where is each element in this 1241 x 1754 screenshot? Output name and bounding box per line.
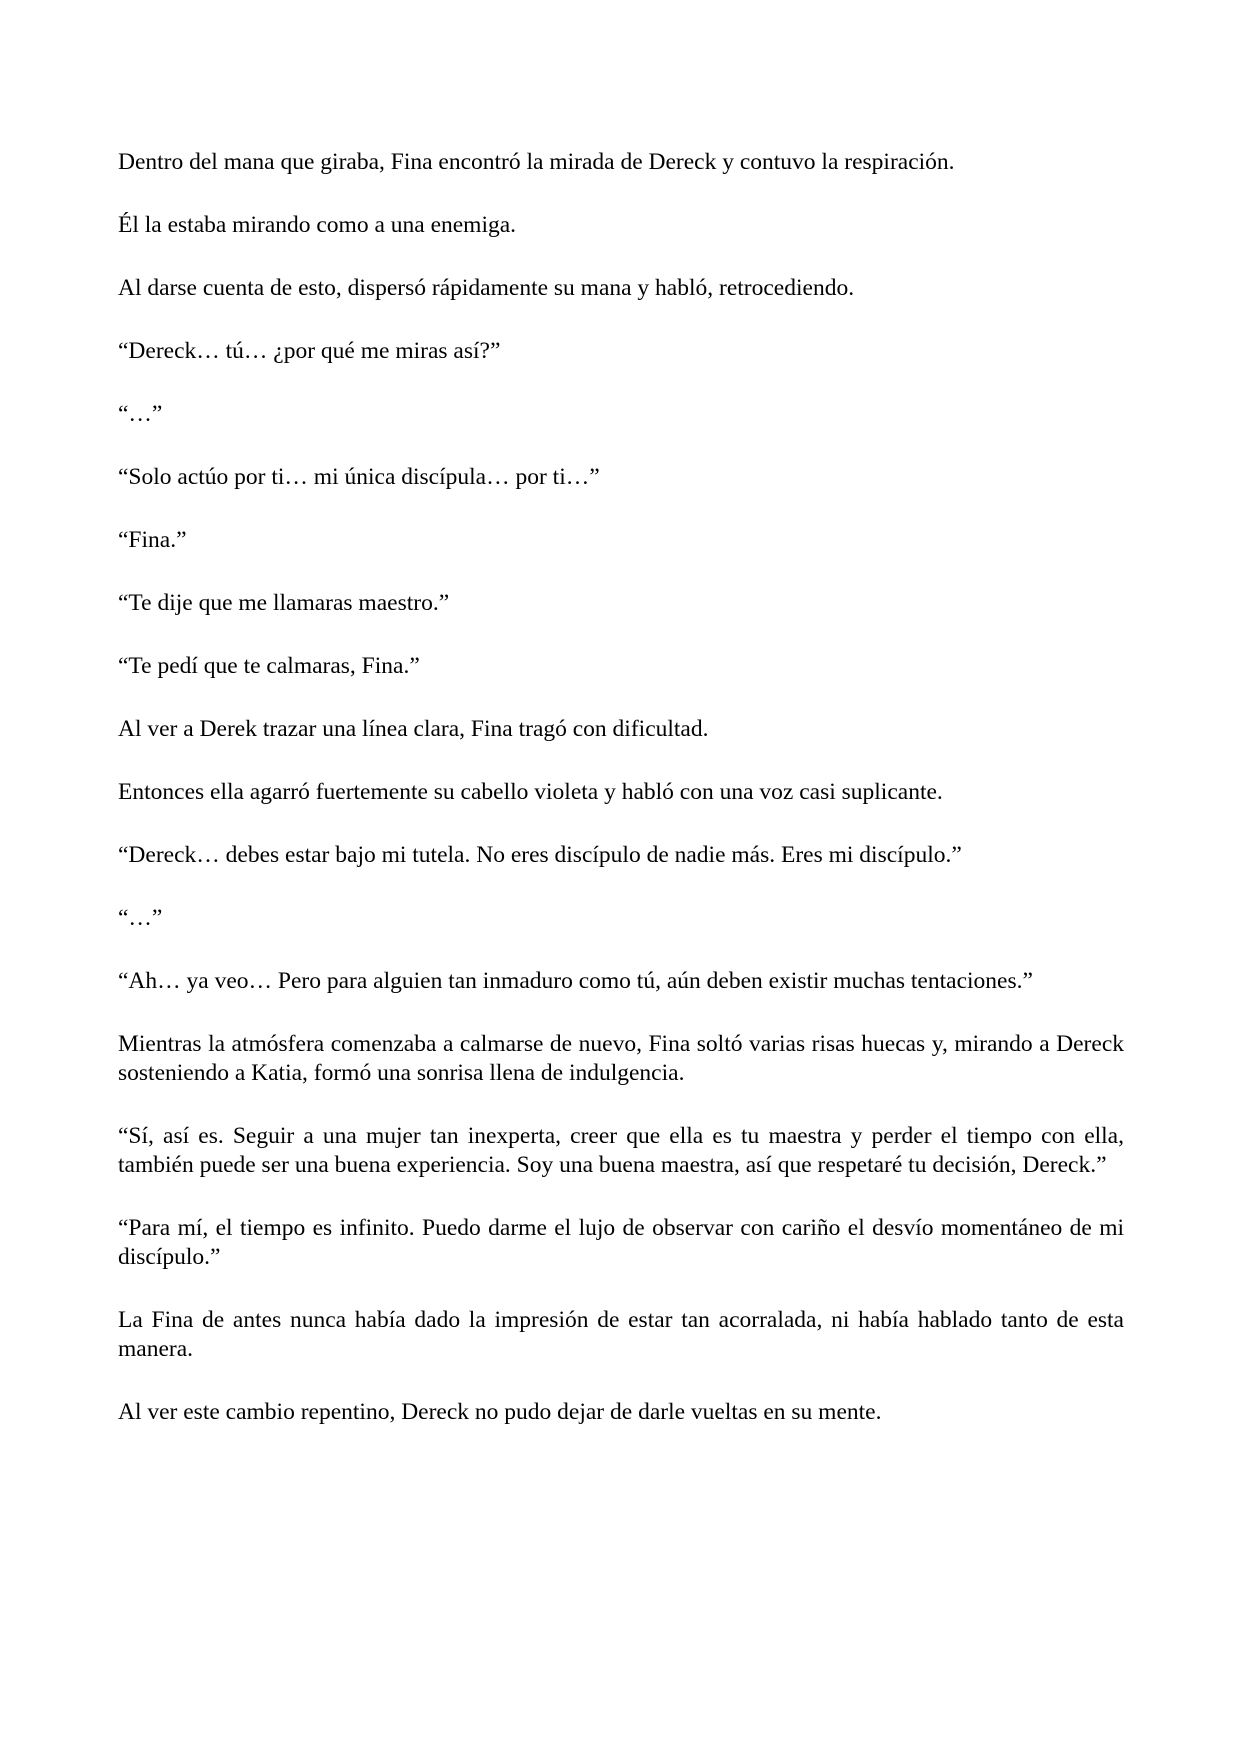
paragraph: Entonces ella agarró fuertemente su cabello violeta y habló con una voz casi suplicante.	[118, 779, 943, 805]
paragraph: “…”	[118, 905, 163, 931]
paragraph: La Fina de antes nunca había dado la impresión de estar tan acorralada, ni había hablado tanto de esta manera.	[118, 1307, 1124, 1362]
paragraph: Mientras la atmósfera comenzaba a calmarse de nuevo, Fina soltó varias risas huecas y, mirando a Dereck sosteniendo a Katia, formó una sonrisa llena de indulgencia.	[118, 1031, 1124, 1086]
paragraph: “Dereck… tú… ¿por qué me miras así?”	[118, 338, 501, 364]
paragraph: “Te pedí que te calmaras, Fina.”	[118, 653, 420, 679]
paragraph: “Dereck… debes estar bajo mi tutela. No eres discípulo de nadie más. Eres mi discípulo.”	[118, 842, 962, 868]
paragraph: “Te dije que me llamaras maestro.”	[118, 590, 450, 616]
paragraph: Dentro del mana que giraba, Fina encontró la mirada de Dereck y contuvo la respiración.	[118, 149, 955, 175]
paragraph: Al ver a Derek trazar una línea clara, Fina tragó con dificultad.	[118, 716, 709, 742]
paragraph: “Solo actúo por ti… mi única discípula… por ti…”	[118, 464, 600, 490]
document-body	[118, 148, 1124, 1427]
paragraph: “Para mí, el tiempo es infinito. Puedo darme el lujo de observar con cariño el desvío momentáneo de mi discípulo.”	[118, 1215, 1124, 1270]
paragraph: Al darse cuenta de esto, dispersó rápidamente su mana y habló, retrocediendo.	[118, 275, 855, 301]
paragraph: Él la estaba mirando como a una enemiga.	[118, 212, 517, 238]
paragraph: “…”	[118, 401, 163, 427]
paragraph: “Sí, así es. Seguir a una mujer tan inexperta, creer que ella es tu maestra y perder el tiempo con ella, también puede ser una buena experiencia. Soy una buena maestra, así que respetaré tu decisión, Dereck.”	[118, 1123, 1124, 1178]
paragraph: Al ver este cambio repentino, Dereck no pudo dejar de darle vueltas en su mente.	[118, 1399, 882, 1425]
paragraph: “Ah… ya veo… Pero para alguien tan inmaduro como tú, aún deben existir muchas tentaciones.”	[118, 968, 1033, 994]
paragraph: “Fina.”	[118, 527, 187, 553]
